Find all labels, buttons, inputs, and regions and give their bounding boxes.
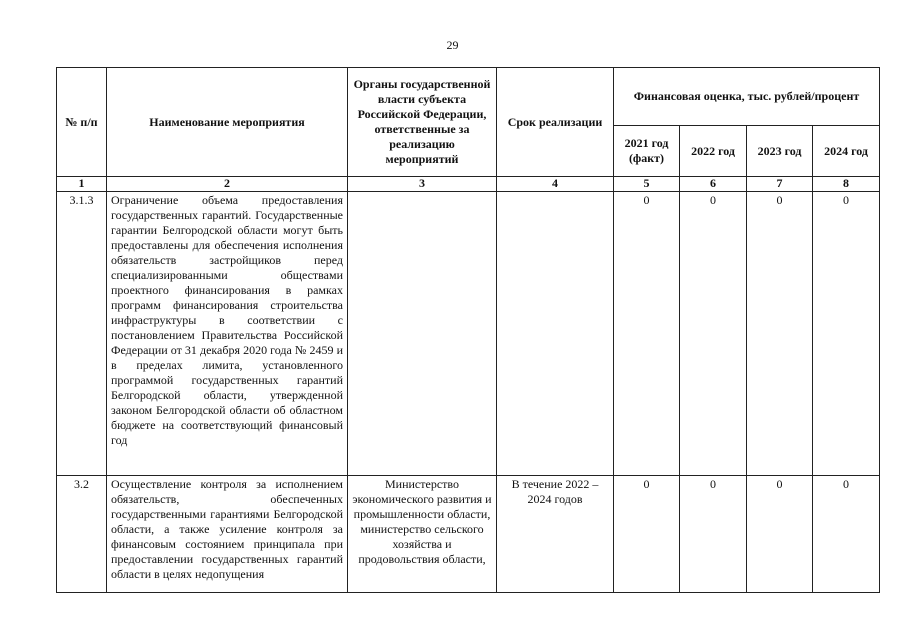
row-measure-name: Ограничение объема предоставления государственных гарантий. Государственные гарантии Белгородской области могут быть предоставлены для обеспечения исполнения обязательств застройщиков перед специализированными обществами проектного финансирования в рамках программ финансирования строительства инфраструктуры в соответствии с постановлением Правительства Российской Федерации от 31 декабря 2020 года № 2459 и в пределах лимита, установленного программой государственных гарантий Белгородской области, утвержденной законом Белгородской области об областном бюджете на соответствующий финансовый год [107,192,348,476]
row-org: Министерство экономического развития и промышленности области, министерство сельского хозяйства и продовольствия области, [348,476,497,593]
table-row [57,476,880,593]
header-year-2024: 2024 год [813,126,880,177]
row-value-2022: 0 [680,476,747,593]
row-measure-name: Осуществление контроля за исполнением обязательств, обеспеченных государственными гарантиями Белгородской области, а также усиление контроля за финансовым состоянием принципала при предоставлении государственных гарантий области в целях недопущения [107,476,348,593]
index-cell: 6 [680,177,747,192]
row-number: 3.2 [57,476,107,593]
header-finance: Финансовая оценка, тыс. рублей/процент [614,68,880,126]
header-year-2022: 2022 год [680,126,747,177]
index-cell: 2 [107,177,348,192]
header-year-2023: 2023 год [747,126,813,177]
index-cell: 5 [614,177,680,192]
index-cell: 3 [348,177,497,192]
index-cell: 7 [747,177,813,192]
header-number: № п/п [57,68,107,177]
header-row-top [57,68,880,126]
row-number: 3.1.3 [57,192,107,476]
column-index-row [57,177,880,192]
header-name: Наименование мероприятия [107,68,348,177]
row-value-2024: 0 [813,192,880,476]
row-value-2021: 0 [614,192,680,476]
row-value-2023: 0 [747,192,813,476]
row-term: В течение 2022 – 2024 годов [497,476,614,593]
index-cell: 1 [57,177,107,192]
table-row [57,192,880,476]
header-term: Срок реализации [497,68,614,177]
row-value-2024: 0 [813,476,880,593]
row-org [348,192,497,476]
row-value-2022: 0 [680,192,747,476]
header-year-2021: 2021 год (факт) [614,126,680,177]
row-value-2023: 0 [747,476,813,593]
measures-table [56,67,880,593]
row-term [497,192,614,476]
page-number: 29 [446,38,459,52]
header-org: Органы государственной власти субъекта Российской Федерации, ответственные за реализацию мероприятий [348,68,497,177]
index-cell: 4 [497,177,614,192]
index-cell: 8 [813,177,880,192]
row-value-2021: 0 [614,476,680,593]
